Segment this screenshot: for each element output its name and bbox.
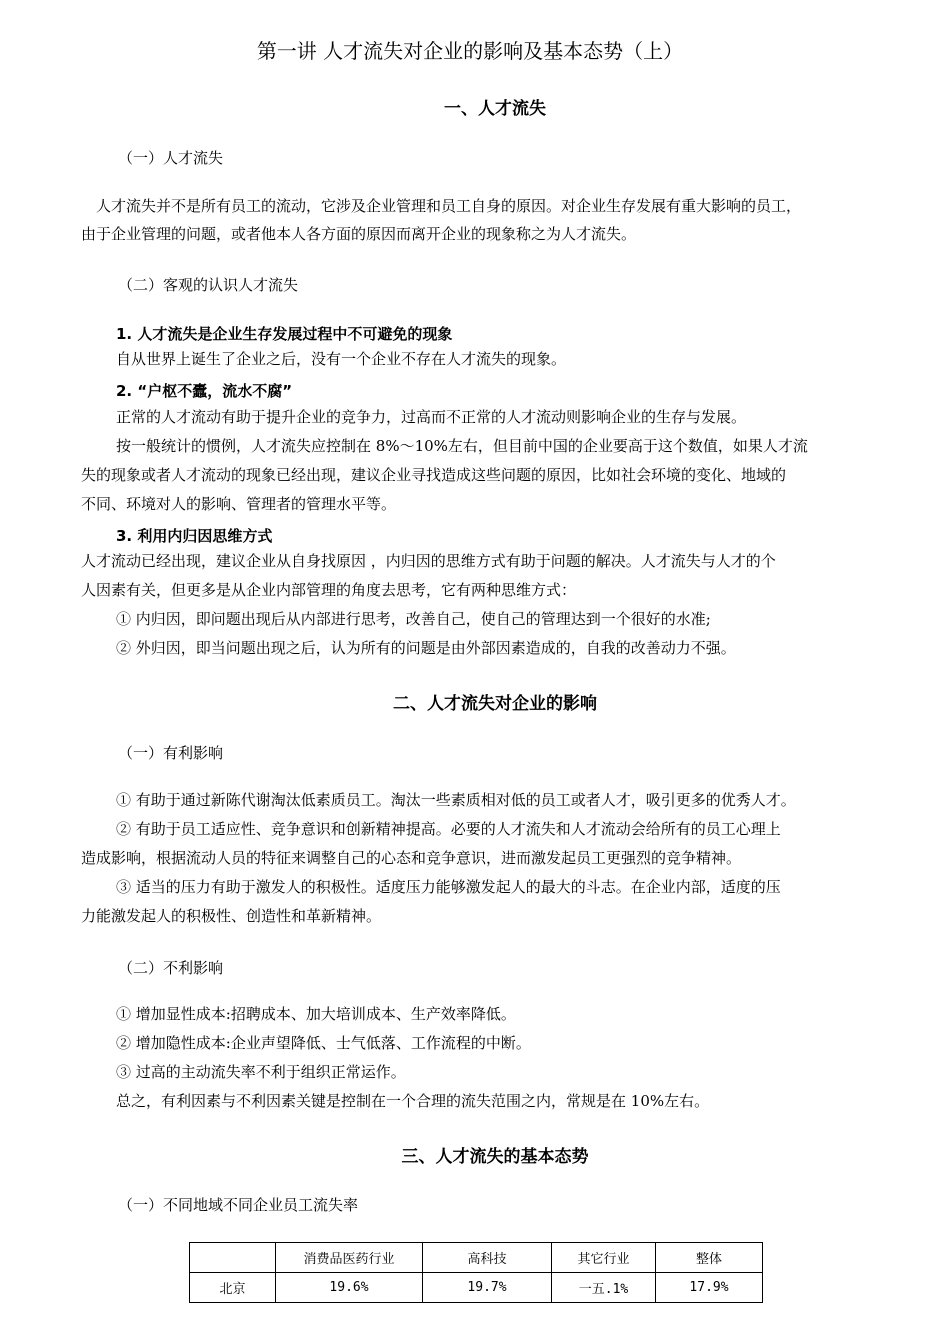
- favorable-item2-l1: ② 有助于员工适应性、竞争意识和创新精神提高。必要的人才流失和人才流动会给所有的员工心理上: [116, 820, 781, 838]
- adverse-item3: ③ 过高的主动流失率不利于组织正常运作。: [116, 1063, 406, 1081]
- section1-sub1-text-l2: 由于企业管理的问题，或者他本人各方面的原因而离开企业的现象称之为人才流失。: [81, 225, 637, 243]
- table-header-cell: 整体: [656, 1243, 763, 1273]
- section1-heading: 一、人才流失: [444, 99, 546, 119]
- document-title: 第一讲 人才流失对企业的影响及基本态势（上）: [256, 39, 684, 63]
- section2-heading: 二、人才流失对企业的影响: [393, 694, 597, 714]
- point1-title: 1. 人才流失是企业生存发展过程中不可避免的现象: [116, 325, 453, 343]
- point2-text2-l3: 不同、环境对人的影响、管理者的管理水平等。: [81, 495, 397, 513]
- table-cell: 19.6%: [276, 1273, 423, 1303]
- section1-sub1-heading: （一）人才流失: [118, 149, 224, 167]
- point2-title: 2. “户枢不蠹，流水不腐”: [116, 382, 293, 400]
- section3-heading: 三、人才流失的基本态势: [401, 1147, 589, 1167]
- point3-item1: ① 内归因，即问题出现后从内部进行思考，改善自己，使自己的管理达到一个很好的水准;: [116, 610, 711, 628]
- table-header-row: [190, 1243, 763, 1273]
- favorable-item3-l1: ③ 适当的压力有助于激发人的积极性。适度压力能够激发起人的最大的斗志。在企业内部，适度的压: [116, 878, 781, 896]
- point2-text2-l2: 失的现象或者人才流动的现象已经出现，建议企业寻找造成这些问题的原因，比如社会环境的变化、地域的: [81, 466, 787, 484]
- point2-text2-l1: 按一般统计的惯例，人才流失应控制在 8%～10%左右，但目前中国的企业要高于这个数值，如果人才流: [116, 437, 808, 455]
- point3-title: 3. 利用内归因思维方式: [116, 527, 273, 545]
- adverse-summary: 总之，有利因素与不利因素关键是控制在一个合理的流失范围之内，常规是在 10%左右。: [116, 1092, 710, 1110]
- table-header-cell: 其它行业: [552, 1243, 656, 1273]
- favorable-item1: ① 有助于通过新陈代谢淘汰低素质员工。淘汰一些素质相对低的员工或者人才，吸引更多的优秀人才。: [116, 791, 796, 809]
- table-header-cell: [190, 1243, 276, 1273]
- favorable-item2-l2: 造成影响，根据流动人员的特征来调整自己的心态和竞争意识，进而激发起员工更强烈的竞争精神。: [81, 849, 742, 867]
- section3-sub1-heading: （一）不同地域不同企业员工流失率: [118, 1196, 359, 1214]
- adverse-item2: ② 增加隐性成本:企业声望降低、士气低落、工作流程的中断。: [116, 1034, 531, 1052]
- table-cell: 北京: [190, 1273, 276, 1303]
- point1-text: 自从世界上诞生了企业之后，没有一个企业不存在人才流失的现象。: [116, 350, 567, 368]
- turnover-rate-table: [189, 1242, 763, 1303]
- point2-text1: 正常的人才流动有助于提升企业的竞争力，过高而不正常的人才流动则影响企业的生存与发展。: [116, 408, 747, 426]
- table-header-cell: 消费品医药行业: [276, 1243, 423, 1273]
- table-header-cell: 高科技: [423, 1243, 552, 1273]
- section2-sub2-heading: （二）不利影响: [118, 959, 224, 977]
- table-row: [190, 1273, 763, 1303]
- table-cell: 17.9%: [656, 1273, 763, 1303]
- table-cell: 19.7%: [423, 1273, 552, 1303]
- point3-text-l2: 人因素有关，但更多是从企业内部管理的角度去思考，它有两种思维方式：: [81, 581, 577, 599]
- point3-text-l1: 人才流动已经出现，建议企业从自身找原因 ，内归因的思维方式有助于问题的解决。人才流失与人才的个: [81, 552, 776, 570]
- section1-sub2-heading: （二）客观的认识人才流失: [118, 276, 299, 294]
- section1-sub1-text-l1: 人才流失并不是所有员工的流动，它涉及企业管理和员工自身的原因。对企业生存发展有重大影响的员工，: [96, 197, 802, 215]
- point3-item2: ② 外归因，即当问题出现之后，认为所有的问题是由外部因素造成的，自我的改善动力不强。: [116, 639, 736, 657]
- section2-sub1-heading: （一）有利影响: [118, 744, 224, 762]
- adverse-item1: ① 增加显性成本:招聘成本、加大培训成本、生产效率降低。: [116, 1005, 516, 1023]
- favorable-item3-l2: 力能激发起人的积极性、创造性和革新精神。: [81, 907, 382, 925]
- table-cell: 一五.1%: [552, 1273, 656, 1303]
